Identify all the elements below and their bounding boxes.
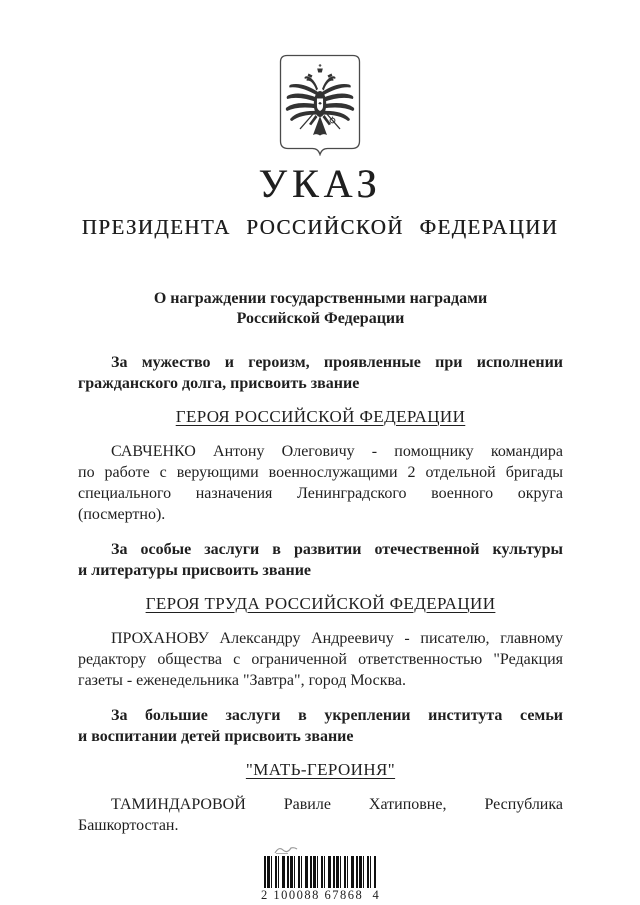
text-line: гражданского долга, присвоить звание xyxy=(78,375,360,392)
decree-subject xyxy=(78,289,563,329)
text-line: по работе с верующими военнослужащими 2 отдельной бригады xyxy=(78,464,563,481)
decree-paragraph xyxy=(78,705,563,747)
award-title-heading: "МАТЬ-ГЕРОИНЯ" xyxy=(245,760,396,779)
text-line: газеты - еженедельника "Завтра", город Москва. xyxy=(78,672,406,689)
barcode-bars xyxy=(264,856,376,888)
text-line: За большие заслуги в укреплении института семьи xyxy=(111,707,563,724)
decree-content xyxy=(0,289,640,836)
subject-line: Российской Федерации xyxy=(236,310,405,327)
barcode-digits: 2 100088 67868 4 xyxy=(261,888,381,902)
award-title-heading: ГЕРОЯ ТРУДА РОССИЙСКОЙ ФЕДЕРАЦИИ xyxy=(145,594,496,613)
decree-paragraph xyxy=(78,628,563,691)
text-line: и литературы присвоить звание xyxy=(78,562,312,579)
decree-paragraph xyxy=(78,539,563,581)
barcode xyxy=(261,844,379,902)
text-line: и воспитании детей присвоить звание xyxy=(78,728,354,745)
decree-paragraph xyxy=(78,794,563,836)
text-line: редактору общества с ограниченной ответственностью "Редакция xyxy=(78,651,563,668)
decree-paragraph xyxy=(78,441,563,525)
document-body xyxy=(78,352,563,836)
stamp-mark-icon xyxy=(273,844,299,855)
text-line: За особые заслуги в развитии отечественной культуры xyxy=(111,541,563,558)
text-line: специального назначения Ленинградского военного округа xyxy=(78,485,563,502)
decree-issuer-subtitle: ПРЕЗИДЕНТА РОССИЙСКОЙ ФЕДЕРАЦИИ xyxy=(81,215,559,239)
russia-coat-of-arms-icon xyxy=(279,54,361,156)
text-line: (посмертно). xyxy=(78,506,166,523)
award-title-heading: ГЕРОЯ РОССИЙСКОЙ ФЕДЕРАЦИИ xyxy=(175,407,466,426)
text-line: САВЧЕНКО Антону Олеговичу - помощнику командира xyxy=(111,443,563,460)
text-line: За мужество и героизм, проявленные при исполнении xyxy=(111,354,563,371)
text-line: ПРОХАНОВУ Александру Андреевичу - писателю, главному xyxy=(111,630,563,647)
subject-line: О награждении государственными наградами xyxy=(153,290,488,307)
decree-title: УКАЗ xyxy=(258,161,382,206)
text-line: ТАМИНДАРОВОЙ Равиле Хатиповне, Республика Башкортостан. xyxy=(78,796,563,834)
decree-paragraph xyxy=(78,352,563,394)
